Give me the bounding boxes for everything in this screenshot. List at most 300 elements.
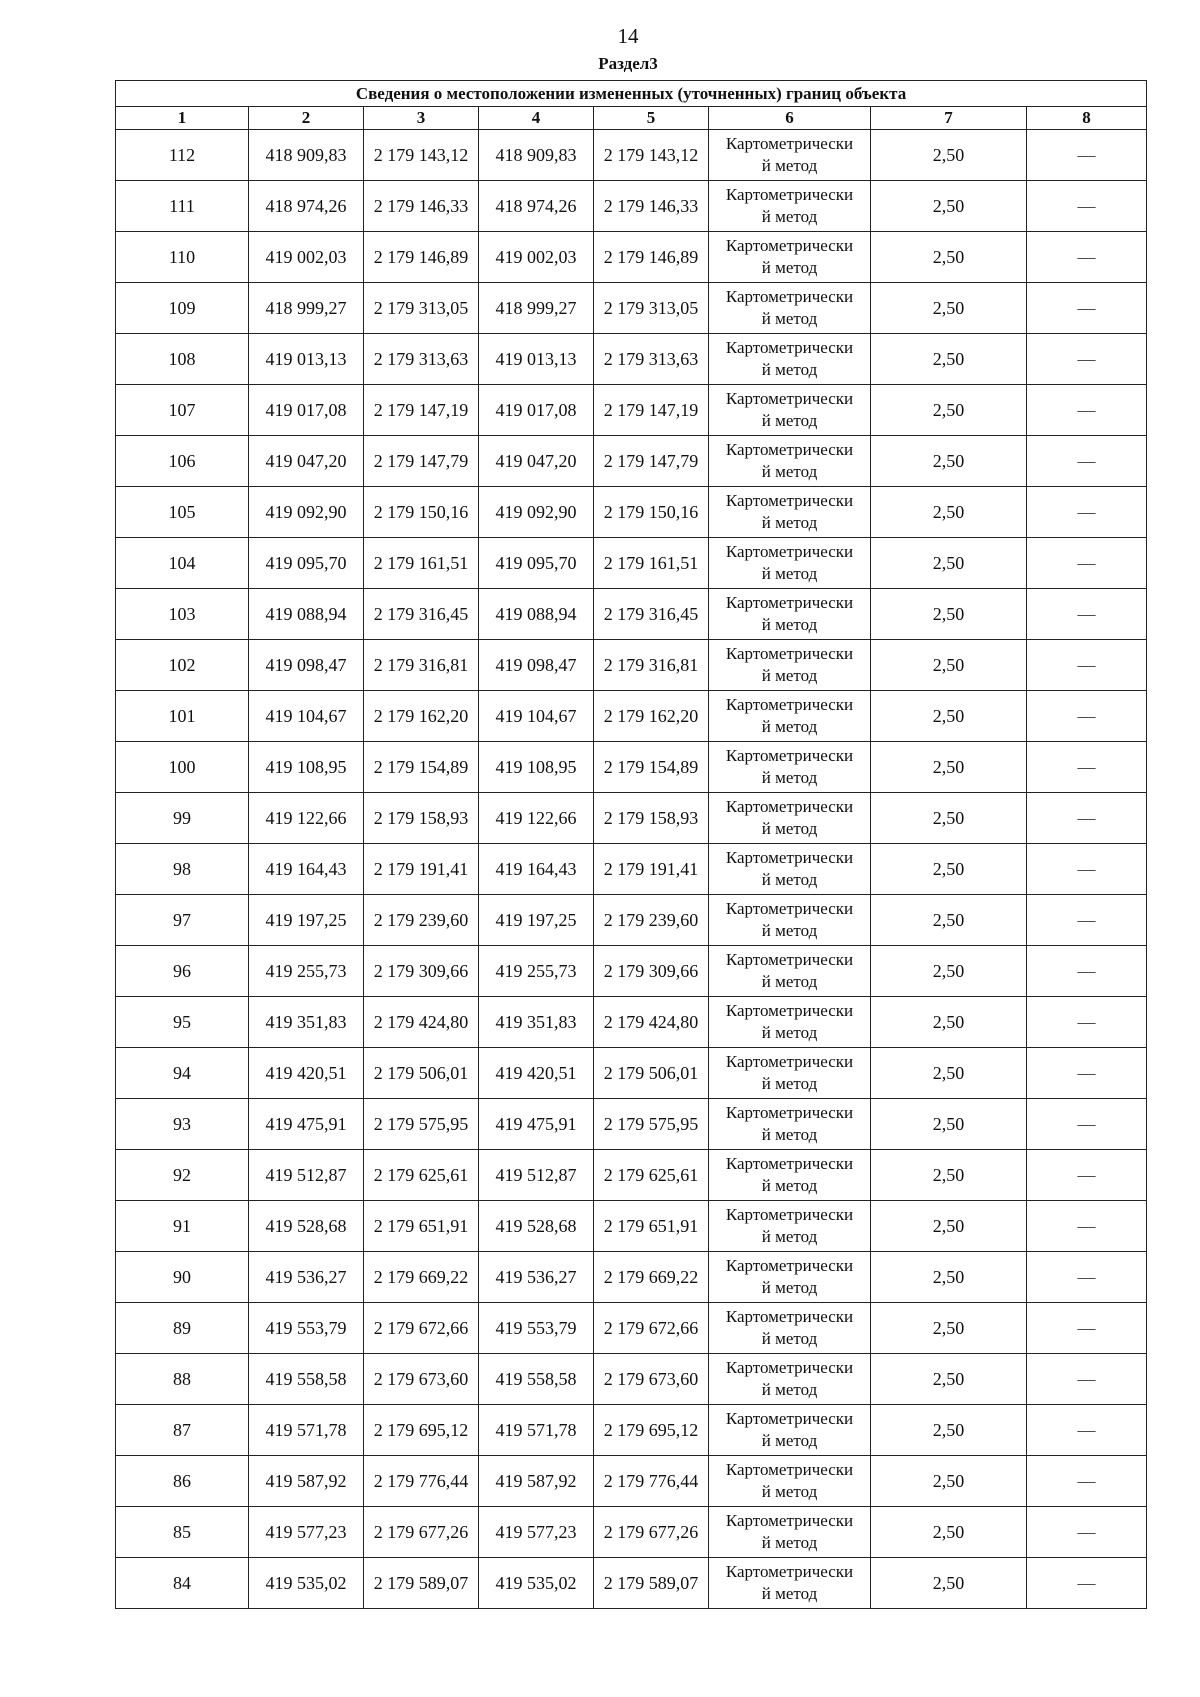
table-row bbox=[116, 793, 1147, 844]
method-text: й метод bbox=[761, 462, 818, 481]
precision-cell: 2,50 bbox=[871, 1558, 1027, 1609]
method-text: Картометрически bbox=[725, 1511, 854, 1530]
method-text: й метод bbox=[761, 207, 818, 226]
method-cell bbox=[709, 844, 871, 895]
method-text: Картометрически bbox=[725, 1103, 854, 1122]
x-old-cell: 419 512,87 bbox=[249, 1150, 364, 1201]
method-text: й метод bbox=[761, 156, 818, 175]
method-text: й метод bbox=[761, 1533, 818, 1552]
precision-cell: 2,50 bbox=[871, 589, 1027, 640]
point-number-cell: 86 bbox=[116, 1456, 249, 1507]
method-text: Картометрически bbox=[725, 1358, 854, 1377]
description-cell: — bbox=[1027, 1252, 1147, 1303]
method-text: й метод bbox=[761, 819, 818, 838]
y-old-cell: 2 179 143,12 bbox=[364, 130, 479, 181]
column-number: 5 bbox=[594, 107, 709, 130]
table-row bbox=[116, 1150, 1147, 1201]
method-cell bbox=[709, 997, 871, 1048]
method-text: Картометрически bbox=[725, 746, 854, 765]
x-new-cell: 419 571,78 bbox=[479, 1405, 594, 1456]
description-cell: — bbox=[1027, 181, 1147, 232]
method-text: й метод bbox=[761, 1125, 818, 1144]
x-new-cell: 419 017,08 bbox=[479, 385, 594, 436]
x-old-cell: 419 528,68 bbox=[249, 1201, 364, 1252]
y-old-cell: 2 179 677,26 bbox=[364, 1507, 479, 1558]
table-row bbox=[116, 895, 1147, 946]
method-cell bbox=[709, 640, 871, 691]
method-text: Картометрически bbox=[725, 644, 854, 663]
x-new-cell: 419 512,87 bbox=[479, 1150, 594, 1201]
method-text: й метод bbox=[761, 1227, 818, 1246]
description-cell: — bbox=[1027, 487, 1147, 538]
point-number-cell: 112 bbox=[116, 130, 249, 181]
table-row bbox=[116, 1354, 1147, 1405]
method-text: Картометрически bbox=[725, 797, 854, 816]
method-text: Картометрически bbox=[725, 899, 854, 918]
point-number-cell: 84 bbox=[116, 1558, 249, 1609]
method-text: Картометрически bbox=[725, 1205, 854, 1224]
method-text: й метод bbox=[761, 1176, 818, 1195]
table-row bbox=[116, 1303, 1147, 1354]
point-number-cell: 103 bbox=[116, 589, 249, 640]
precision-cell: 2,50 bbox=[871, 742, 1027, 793]
method-cell bbox=[709, 1405, 871, 1456]
method-text: Картометрически bbox=[725, 491, 854, 510]
method-text: Картометрически bbox=[725, 1154, 854, 1173]
column-number: 4 bbox=[479, 107, 594, 130]
y-new-cell: 2 179 776,44 bbox=[594, 1456, 709, 1507]
description-cell: — bbox=[1027, 232, 1147, 283]
x-new-cell: 419 587,92 bbox=[479, 1456, 594, 1507]
table-row bbox=[116, 589, 1147, 640]
y-new-cell: 2 179 147,19 bbox=[594, 385, 709, 436]
method-text: й метод bbox=[761, 1431, 818, 1450]
y-old-cell: 2 179 316,45 bbox=[364, 589, 479, 640]
precision-cell: 2,50 bbox=[871, 844, 1027, 895]
x-old-cell: 419 047,20 bbox=[249, 436, 364, 487]
y-new-cell: 2 179 309,66 bbox=[594, 946, 709, 997]
y-old-cell: 2 179 424,80 bbox=[364, 997, 479, 1048]
y-old-cell: 2 179 161,51 bbox=[364, 538, 479, 589]
method-text: Картометрически bbox=[725, 593, 854, 612]
method-text: Картометрически bbox=[725, 1307, 854, 1326]
method-cell bbox=[709, 436, 871, 487]
description-cell: — bbox=[1027, 997, 1147, 1048]
x-new-cell: 419 351,83 bbox=[479, 997, 594, 1048]
method-text: й метод bbox=[761, 1074, 818, 1093]
y-old-cell: 2 179 313,63 bbox=[364, 334, 479, 385]
table-row bbox=[116, 640, 1147, 691]
point-number-cell: 111 bbox=[116, 181, 249, 232]
table-row bbox=[116, 742, 1147, 793]
y-new-cell: 2 179 677,26 bbox=[594, 1507, 709, 1558]
column-number: 7 bbox=[871, 107, 1027, 130]
precision-cell: 2,50 bbox=[871, 1201, 1027, 1252]
x-old-cell: 419 255,73 bbox=[249, 946, 364, 997]
method-cell bbox=[709, 589, 871, 640]
y-new-cell: 2 179 146,89 bbox=[594, 232, 709, 283]
method-cell bbox=[709, 487, 871, 538]
method-text: й метод bbox=[761, 870, 818, 889]
y-new-cell: 2 179 162,20 bbox=[594, 691, 709, 742]
method-cell bbox=[709, 742, 871, 793]
description-cell: — bbox=[1027, 946, 1147, 997]
point-number-cell: 87 bbox=[116, 1405, 249, 1456]
method-text: й метод bbox=[761, 768, 818, 787]
y-old-cell: 2 179 313,05 bbox=[364, 283, 479, 334]
x-old-cell: 419 553,79 bbox=[249, 1303, 364, 1354]
y-new-cell: 2 179 673,60 bbox=[594, 1354, 709, 1405]
method-cell bbox=[709, 1201, 871, 1252]
description-cell: — bbox=[1027, 436, 1147, 487]
method-text: Картометрически bbox=[725, 1460, 854, 1479]
point-number-cell: 109 bbox=[116, 283, 249, 334]
method-cell bbox=[709, 181, 871, 232]
method-text: й метод bbox=[761, 1380, 818, 1399]
y-new-cell: 2 179 589,07 bbox=[594, 1558, 709, 1609]
y-old-cell: 2 179 669,22 bbox=[364, 1252, 479, 1303]
method-text: й метод bbox=[761, 411, 818, 430]
precision-cell: 2,50 bbox=[871, 946, 1027, 997]
method-cell bbox=[709, 1354, 871, 1405]
table-row bbox=[116, 181, 1147, 232]
x-old-cell: 419 095,70 bbox=[249, 538, 364, 589]
y-old-cell: 2 179 162,20 bbox=[364, 691, 479, 742]
method-cell bbox=[709, 334, 871, 385]
x-new-cell: 419 095,70 bbox=[479, 538, 594, 589]
table-row bbox=[116, 1252, 1147, 1303]
column-number: 2 bbox=[249, 107, 364, 130]
description-cell: — bbox=[1027, 691, 1147, 742]
description-cell: — bbox=[1027, 1303, 1147, 1354]
x-old-cell: 419 558,58 bbox=[249, 1354, 364, 1405]
x-new-cell: 419 164,43 bbox=[479, 844, 594, 895]
x-old-cell: 419 197,25 bbox=[249, 895, 364, 946]
x-new-cell: 419 420,51 bbox=[479, 1048, 594, 1099]
method-cell bbox=[709, 946, 871, 997]
point-number-cell: 97 bbox=[116, 895, 249, 946]
point-number-cell: 99 bbox=[116, 793, 249, 844]
description-cell: — bbox=[1027, 742, 1147, 793]
y-old-cell: 2 179 672,66 bbox=[364, 1303, 479, 1354]
x-old-cell: 419 351,83 bbox=[249, 997, 364, 1048]
point-number-cell: 93 bbox=[116, 1099, 249, 1150]
x-new-cell: 419 013,13 bbox=[479, 334, 594, 385]
table-row bbox=[116, 436, 1147, 487]
table-row bbox=[116, 1048, 1147, 1099]
precision-cell: 2,50 bbox=[871, 1150, 1027, 1201]
point-number-cell: 94 bbox=[116, 1048, 249, 1099]
y-old-cell: 2 179 154,89 bbox=[364, 742, 479, 793]
y-old-cell: 2 179 150,16 bbox=[364, 487, 479, 538]
description-cell: — bbox=[1027, 1507, 1147, 1558]
method-text: Картометрически bbox=[725, 1409, 854, 1428]
precision-cell: 2,50 bbox=[871, 895, 1027, 946]
x-old-cell: 419 420,51 bbox=[249, 1048, 364, 1099]
precision-cell: 2,50 bbox=[871, 283, 1027, 334]
method-text: Картометрически bbox=[725, 236, 854, 255]
precision-cell: 2,50 bbox=[871, 232, 1027, 283]
x-new-cell: 419 088,94 bbox=[479, 589, 594, 640]
method-text: Картометрически bbox=[725, 542, 854, 561]
method-text: Картометрически bbox=[725, 287, 854, 306]
description-cell: — bbox=[1027, 1048, 1147, 1099]
y-new-cell: 2 179 506,01 bbox=[594, 1048, 709, 1099]
method-text: Картометрически bbox=[725, 1052, 854, 1071]
x-old-cell: 419 475,91 bbox=[249, 1099, 364, 1150]
x-old-cell: 419 535,02 bbox=[249, 1558, 364, 1609]
y-new-cell: 2 179 147,79 bbox=[594, 436, 709, 487]
method-text: Картометрически bbox=[725, 338, 854, 357]
point-number-cell: 92 bbox=[116, 1150, 249, 1201]
method-cell bbox=[709, 895, 871, 946]
description-cell: — bbox=[1027, 1201, 1147, 1252]
y-old-cell: 2 179 147,19 bbox=[364, 385, 479, 436]
method-cell bbox=[709, 1252, 871, 1303]
precision-cell: 2,50 bbox=[871, 997, 1027, 1048]
method-cell bbox=[709, 1099, 871, 1150]
x-old-cell: 419 536,27 bbox=[249, 1252, 364, 1303]
method-text: Картометрически bbox=[725, 185, 854, 204]
description-cell: — bbox=[1027, 1150, 1147, 1201]
description-cell: — bbox=[1027, 793, 1147, 844]
x-old-cell: 418 909,83 bbox=[249, 130, 364, 181]
method-text: й метод bbox=[761, 309, 818, 328]
x-old-cell: 419 013,13 bbox=[249, 334, 364, 385]
table-caption: Сведения о местоположении измененных (уточненных) границ объекта bbox=[116, 81, 1147, 107]
y-new-cell: 2 179 672,66 bbox=[594, 1303, 709, 1354]
method-text: Картометрически bbox=[725, 950, 854, 969]
method-text: Картометрически bbox=[725, 134, 854, 153]
x-old-cell: 419 104,67 bbox=[249, 691, 364, 742]
method-cell bbox=[709, 283, 871, 334]
x-old-cell: 419 164,43 bbox=[249, 844, 364, 895]
y-old-cell: 2 179 146,89 bbox=[364, 232, 479, 283]
y-new-cell: 2 179 313,05 bbox=[594, 283, 709, 334]
method-text: й метод bbox=[761, 1278, 818, 1297]
x-old-cell: 419 571,78 bbox=[249, 1405, 364, 1456]
y-new-cell: 2 179 669,22 bbox=[594, 1252, 709, 1303]
y-new-cell: 2 179 154,89 bbox=[594, 742, 709, 793]
x-new-cell: 419 535,02 bbox=[479, 1558, 594, 1609]
point-number-cell: 110 bbox=[116, 232, 249, 283]
precision-cell: 2,50 bbox=[871, 130, 1027, 181]
precision-cell: 2,50 bbox=[871, 334, 1027, 385]
x-new-cell: 419 536,27 bbox=[479, 1252, 594, 1303]
method-cell bbox=[709, 1507, 871, 1558]
point-number-cell: 88 bbox=[116, 1354, 249, 1405]
point-number-cell: 98 bbox=[116, 844, 249, 895]
precision-cell: 2,50 bbox=[871, 487, 1027, 538]
method-cell bbox=[709, 1558, 871, 1609]
point-number-cell: 102 bbox=[116, 640, 249, 691]
precision-cell: 2,50 bbox=[871, 1303, 1027, 1354]
method-cell bbox=[709, 1150, 871, 1201]
table-row bbox=[116, 1456, 1147, 1507]
x-new-cell: 419 558,58 bbox=[479, 1354, 594, 1405]
y-new-cell: 2 179 158,93 bbox=[594, 793, 709, 844]
table-row bbox=[116, 385, 1147, 436]
x-new-cell: 419 002,03 bbox=[479, 232, 594, 283]
y-old-cell: 2 179 191,41 bbox=[364, 844, 479, 895]
method-text: Картометрически bbox=[725, 1562, 854, 1581]
method-text: й метод bbox=[761, 1329, 818, 1348]
y-new-cell: 2 179 695,12 bbox=[594, 1405, 709, 1456]
description-cell: — bbox=[1027, 1405, 1147, 1456]
x-old-cell: 419 017,08 bbox=[249, 385, 364, 436]
method-text: й метод bbox=[761, 513, 818, 532]
precision-cell: 2,50 bbox=[871, 793, 1027, 844]
column-number: 1 bbox=[116, 107, 249, 130]
method-text: й метод bbox=[761, 1482, 818, 1501]
table-row bbox=[116, 997, 1147, 1048]
method-text: й метод bbox=[761, 258, 818, 277]
method-cell bbox=[709, 1303, 871, 1354]
precision-cell: 2,50 bbox=[871, 1456, 1027, 1507]
y-old-cell: 2 179 695,12 bbox=[364, 1405, 479, 1456]
method-cell bbox=[709, 1456, 871, 1507]
x-old-cell: 419 108,95 bbox=[249, 742, 364, 793]
x-new-cell: 419 047,20 bbox=[479, 436, 594, 487]
precision-cell: 2,50 bbox=[871, 1099, 1027, 1150]
precision-cell: 2,50 bbox=[871, 1048, 1027, 1099]
point-number-cell: 108 bbox=[116, 334, 249, 385]
method-cell bbox=[709, 232, 871, 283]
method-cell bbox=[709, 691, 871, 742]
x-new-cell: 419 108,95 bbox=[479, 742, 594, 793]
point-number-cell: 106 bbox=[116, 436, 249, 487]
table-row bbox=[116, 283, 1147, 334]
x-new-cell: 419 553,79 bbox=[479, 1303, 594, 1354]
y-old-cell: 2 179 625,61 bbox=[364, 1150, 479, 1201]
method-text: й метод bbox=[761, 666, 818, 685]
x-old-cell: 419 098,47 bbox=[249, 640, 364, 691]
method-text: Картометрически bbox=[725, 440, 854, 459]
x-new-cell: 418 909,83 bbox=[479, 130, 594, 181]
y-old-cell: 2 179 239,60 bbox=[364, 895, 479, 946]
description-cell: — bbox=[1027, 1354, 1147, 1405]
x-new-cell: 419 122,66 bbox=[479, 793, 594, 844]
y-new-cell: 2 179 651,91 bbox=[594, 1201, 709, 1252]
column-number: 6 bbox=[709, 107, 871, 130]
y-new-cell: 2 179 313,63 bbox=[594, 334, 709, 385]
y-new-cell: 2 179 316,45 bbox=[594, 589, 709, 640]
y-new-cell: 2 179 316,81 bbox=[594, 640, 709, 691]
description-cell: — bbox=[1027, 895, 1147, 946]
method-text: Картометрически bbox=[725, 1001, 854, 1020]
point-number-cell: 91 bbox=[116, 1201, 249, 1252]
y-old-cell: 2 179 146,33 bbox=[364, 181, 479, 232]
y-old-cell: 2 179 651,91 bbox=[364, 1201, 479, 1252]
table-row bbox=[116, 1507, 1147, 1558]
table-row bbox=[116, 334, 1147, 385]
precision-cell: 2,50 bbox=[871, 436, 1027, 487]
table-row bbox=[116, 1558, 1147, 1609]
point-number-cell: 107 bbox=[116, 385, 249, 436]
method-cell bbox=[709, 1048, 871, 1099]
point-number-cell: 85 bbox=[116, 1507, 249, 1558]
point-number-cell: 95 bbox=[116, 997, 249, 1048]
x-new-cell: 419 255,73 bbox=[479, 946, 594, 997]
table-row bbox=[116, 130, 1147, 181]
x-old-cell: 419 092,90 bbox=[249, 487, 364, 538]
y-new-cell: 2 179 161,51 bbox=[594, 538, 709, 589]
method-text: й метод bbox=[761, 360, 818, 379]
method-text: й метод bbox=[761, 1584, 818, 1603]
y-new-cell: 2 179 143,12 bbox=[594, 130, 709, 181]
x-old-cell: 418 999,27 bbox=[249, 283, 364, 334]
point-number-cell: 105 bbox=[116, 487, 249, 538]
x-old-cell: 419 002,03 bbox=[249, 232, 364, 283]
column-number: 8 bbox=[1027, 107, 1147, 130]
point-number-cell: 96 bbox=[116, 946, 249, 997]
table-row bbox=[116, 232, 1147, 283]
boundary-coordinates-table bbox=[115, 80, 1147, 1609]
description-cell: — bbox=[1027, 538, 1147, 589]
x-old-cell: 419 088,94 bbox=[249, 589, 364, 640]
description-cell: — bbox=[1027, 385, 1147, 436]
precision-cell: 2,50 bbox=[871, 1354, 1027, 1405]
method-text: Картометрически bbox=[725, 389, 854, 408]
description-cell: — bbox=[1027, 640, 1147, 691]
y-new-cell: 2 179 424,80 bbox=[594, 997, 709, 1048]
description-cell: — bbox=[1027, 589, 1147, 640]
precision-cell: 2,50 bbox=[871, 181, 1027, 232]
precision-cell: 2,50 bbox=[871, 385, 1027, 436]
method-text: й метод bbox=[761, 564, 818, 583]
y-old-cell: 2 179 316,81 bbox=[364, 640, 479, 691]
description-cell: — bbox=[1027, 283, 1147, 334]
table-row bbox=[116, 691, 1147, 742]
y-old-cell: 2 179 309,66 bbox=[364, 946, 479, 997]
y-old-cell: 2 179 506,01 bbox=[364, 1048, 479, 1099]
method-text: й метод bbox=[761, 972, 818, 991]
x-old-cell: 418 974,26 bbox=[249, 181, 364, 232]
y-old-cell: 2 179 673,60 bbox=[364, 1354, 479, 1405]
y-new-cell: 2 179 575,95 bbox=[594, 1099, 709, 1150]
description-cell: — bbox=[1027, 130, 1147, 181]
x-new-cell: 419 098,47 bbox=[479, 640, 594, 691]
x-new-cell: 419 577,23 bbox=[479, 1507, 594, 1558]
x-new-cell: 419 104,67 bbox=[479, 691, 594, 742]
x-new-cell: 419 197,25 bbox=[479, 895, 594, 946]
precision-cell: 2,50 bbox=[871, 1405, 1027, 1456]
precision-cell: 2,50 bbox=[871, 640, 1027, 691]
column-number: 3 bbox=[364, 107, 479, 130]
table-row bbox=[116, 1099, 1147, 1150]
x-new-cell: 419 092,90 bbox=[479, 487, 594, 538]
table-row bbox=[116, 844, 1147, 895]
point-number-cell: 100 bbox=[116, 742, 249, 793]
method-text: й метод bbox=[761, 615, 818, 634]
y-old-cell: 2 179 776,44 bbox=[364, 1456, 479, 1507]
method-cell bbox=[709, 793, 871, 844]
y-new-cell: 2 179 625,61 bbox=[594, 1150, 709, 1201]
precision-cell: 2,50 bbox=[871, 691, 1027, 742]
page-number: 14 bbox=[617, 24, 639, 48]
y-new-cell: 2 179 191,41 bbox=[594, 844, 709, 895]
table-body bbox=[116, 130, 1147, 1609]
description-cell: — bbox=[1027, 1558, 1147, 1609]
table-row bbox=[116, 538, 1147, 589]
table-row bbox=[116, 1405, 1147, 1456]
precision-cell: 2,50 bbox=[871, 1507, 1027, 1558]
y-new-cell: 2 179 239,60 bbox=[594, 895, 709, 946]
table-row bbox=[116, 946, 1147, 997]
description-cell: — bbox=[1027, 1456, 1147, 1507]
method-text: й метод bbox=[761, 717, 818, 736]
y-old-cell: 2 179 589,07 bbox=[364, 1558, 479, 1609]
